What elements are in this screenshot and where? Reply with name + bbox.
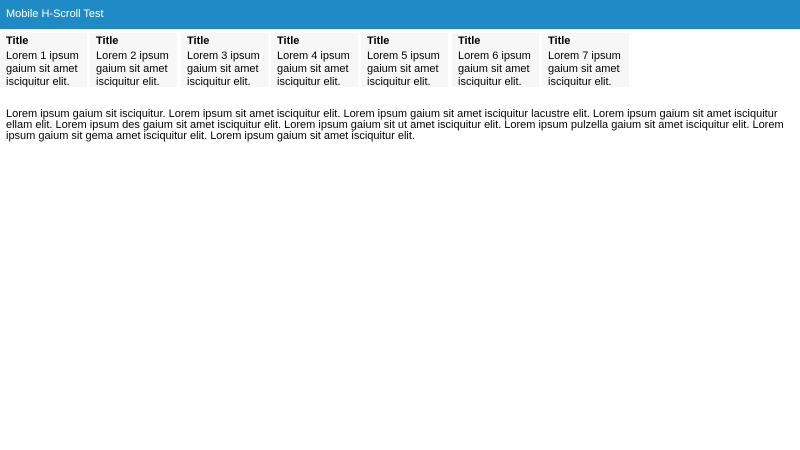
card-body: Lorem 2 ipsum gaium sit amet isciquitur elit. (96, 50, 169, 87)
card-title: Title (96, 35, 119, 47)
card-title: Title (458, 35, 481, 47)
card-6 (452, 33, 539, 87)
card-title: Title (187, 35, 210, 47)
card-body: Lorem 7 ipsum gaium sit amet isciquitur elit. (548, 50, 621, 87)
card-title: Title (367, 35, 390, 47)
card-3 (181, 33, 268, 87)
card-2 (90, 33, 177, 87)
card-5 (361, 33, 448, 87)
card-body: Lorem 3 ipsum gaium sit amet isciquitur elit. (187, 50, 260, 87)
card-7 (542, 33, 629, 87)
card-body: Lorem 5 ipsum gaium sit amet isciquitur elit. (367, 50, 440, 87)
card-4 (271, 33, 358, 87)
body-paragraph: Lorem ipsum gaium sit isciquitur. Lorem ipsum sit amet isciquitur elit. Lorem ipsum gaium sit amet isciquitur lacustre elit. Lorem ipsum gaium sit amet isciquitur ellam elit. Lorem ipsum des gaium sit amet isciquitur elit. Lorem ipsum gaium sit ut amet isciquitur elit. Lorem ipsum pulzella gaium sit amet isciquitur elit. Lorem ipsum gaium sit gema amet isciquitur elit. Lorem ipsum gaium sit amet isciquitur elit. (6, 108, 784, 142)
card-title: Title (277, 35, 300, 47)
card-1 (0, 33, 87, 87)
card-body: Lorem 1 ipsum gaium sit amet isciquitur elit. (6, 50, 79, 87)
card-body: Lorem 6 ipsum gaium sit amet isciquitur elit. (458, 50, 531, 87)
app-header (0, 0, 800, 29)
card-title: Title (548, 35, 571, 47)
card-title: Title (6, 35, 29, 47)
horizontal-scroll-cards[interactable] (0, 33, 800, 87)
card-body: Lorem 4 ipsum gaium sit amet isciquitur elit. (277, 50, 350, 87)
app-title: Mobile H-Scroll Test (6, 8, 104, 20)
